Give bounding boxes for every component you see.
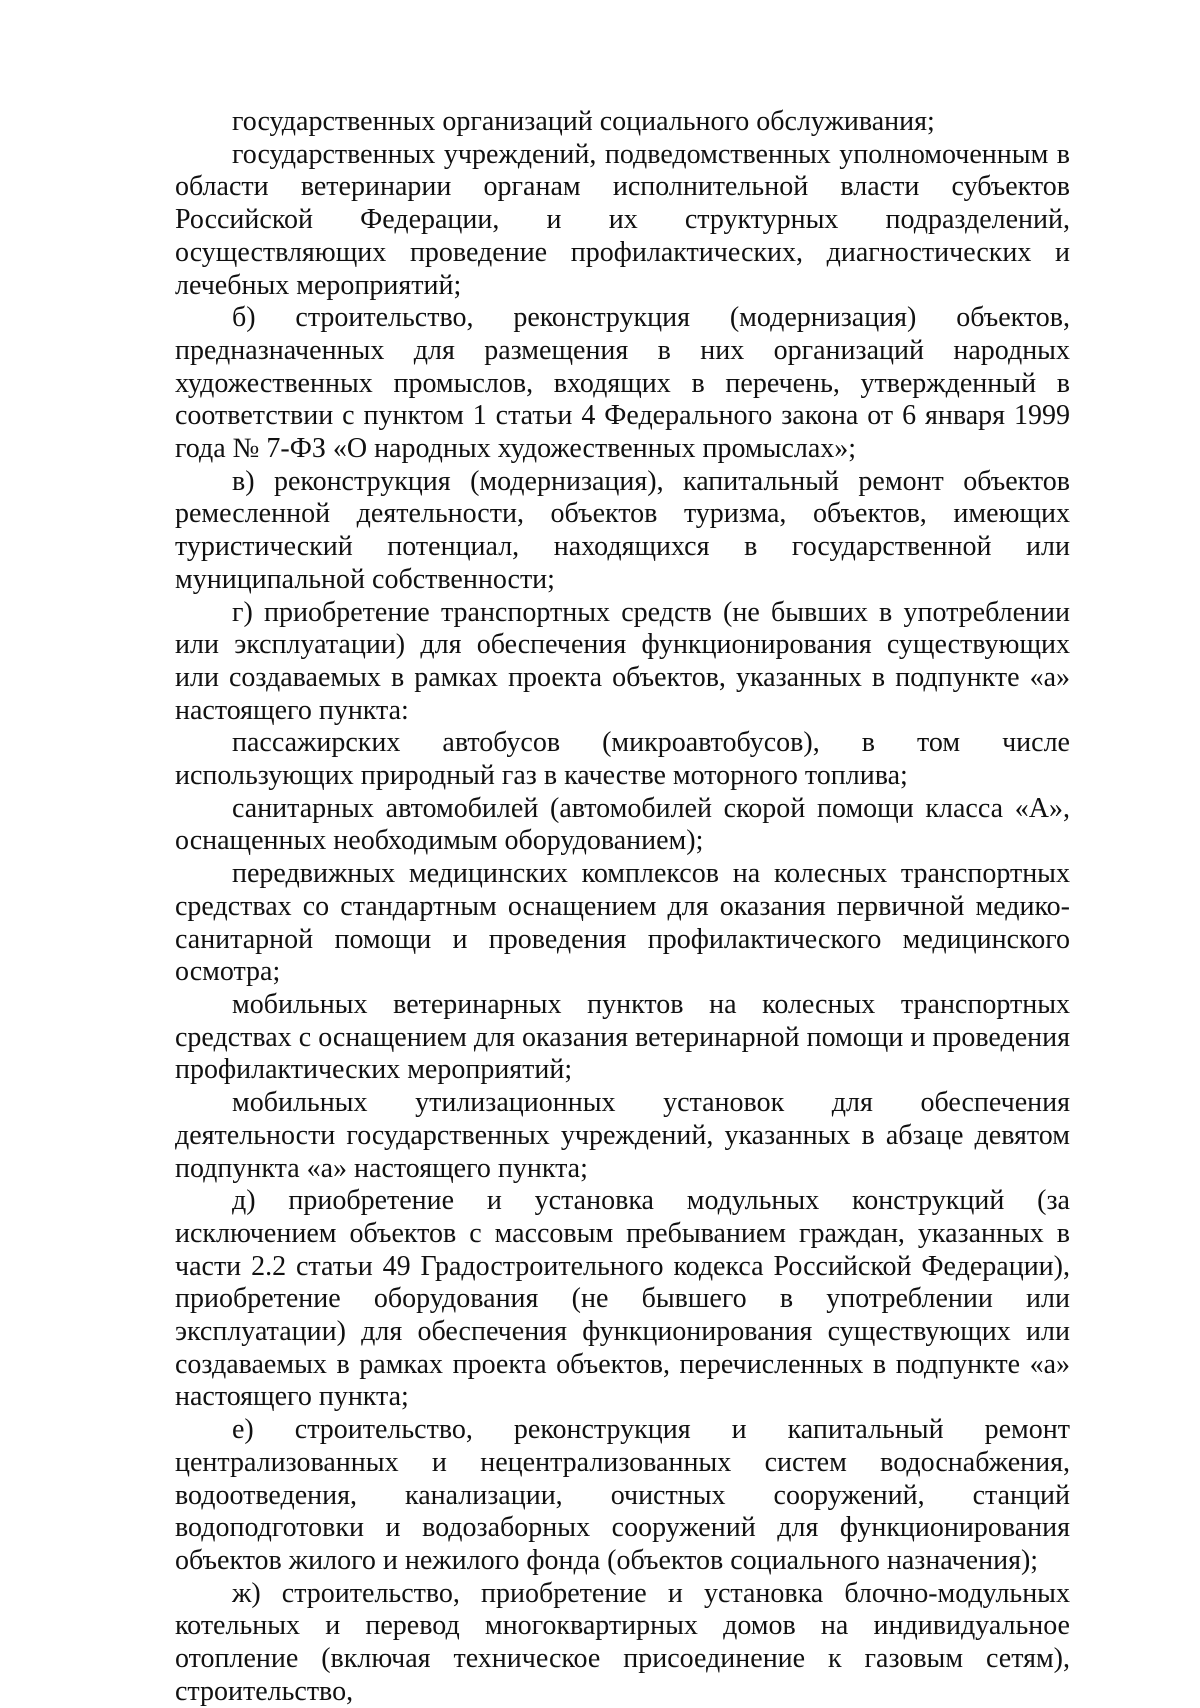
paragraph-item-v: в) реконструкция (модернизация), капитальный ремонт объектов ремесленной деятельности, объектов туризма, объектов, имеющих туристический потенциал, находящихся в государственной или муниципальной собственности; — [175, 465, 1070, 595]
paragraph-social-organizations: государственных организаций социального обслуживания; — [232, 106, 935, 137]
paragraph-veterinary-points: мобильных ветеринарных пунктов на колесных транспортных средствах с оснащением для оказания ветеринарной помощи и проведения профилактических мероприятий; — [175, 988, 1070, 1086]
document-body — [175, 106, 1070, 1708]
paragraph-ambulances: санитарных автомобилей (автомобилей скорой помощи класса «А», оснащенных необходимым оборудованием); — [175, 792, 1070, 857]
paragraph-medical-complexes: передвижных медицинских комплексов на колесных транспортных средствах со стандартным оснащением для оказания первичной медико-санитарной помощи и проведения профилактического медицинского осмотра; — [175, 858, 1070, 988]
paragraph-buses: пассажирских автобусов (микроавтобусов), в том числе использующих природный газ в качестве моторного топлива; — [175, 727, 1070, 792]
paragraph-item-b: б) строительство, реконструкция (модернизация) объектов, предназначенных для размещения в них организаций народных художественных промыслов, входящих в перечень, утвержденный в соответствии с пунктом 1 статьи 4 Федерального закона от 6 января 1999 года № 7-ФЗ «О народных художественных промыслах»; — [175, 302, 1070, 465]
paragraph-item-e: е) строительство, реконструкция и капитальный ремонт централизованных и нецентрализованных систем водоснабжения, водоотведения, канализации, очистных сооружений, станций водоподготовки и водозаборных сооружений для функционирования объектов жилого и нежилого фонда (объектов социального назначения); — [175, 1414, 1070, 1576]
paragraph-utilization-units: мобильных утилизационных установок для обеспечения деятельности государственных учреждений, указанных в абзаце девятом подпункта «а» настоящего пункта; — [175, 1087, 1070, 1184]
paragraph-item-g: г) приобретение транспортных средств (не бывших в употреблении или эксплуатации) для обеспечения функционирования существующих или создаваемых в рамках проекта объектов, указанных в подпункте «а» настоящего пункта: — [175, 596, 1070, 726]
paragraph-item-zh: ж) строительство, приобретение и установка блочно-модульных котельных и перевод многоквартирных домов на индивидуальное отопление (включая техническое присоединение к газовым сетям), строительство, — [175, 1577, 1070, 1707]
paragraph-veterinary-institutions: государственных учреждений, подведомственных уполномоченным в области ветеринарии органам исполнительной власти субъектов Российской Федерации, и их структурных подразделений, осуществляющих проведение профилактических, диагностических и лечебных мероприятий; — [175, 138, 1070, 301]
paragraph-item-d: д) приобретение и установка модульных конструкций (за исключением объектов с массовым пребыванием граждан, указанных в части 2.2 статьи 49 Градостроительного кодекса Российской Федерации), приобретение оборудования (не бывшего в употреблении или эксплуатации) для обеспечения функционирования существующих или создаваемых в рамках проекта объектов, перечисленных в подпункте «а» настоящего пункта; — [175, 1185, 1070, 1413]
